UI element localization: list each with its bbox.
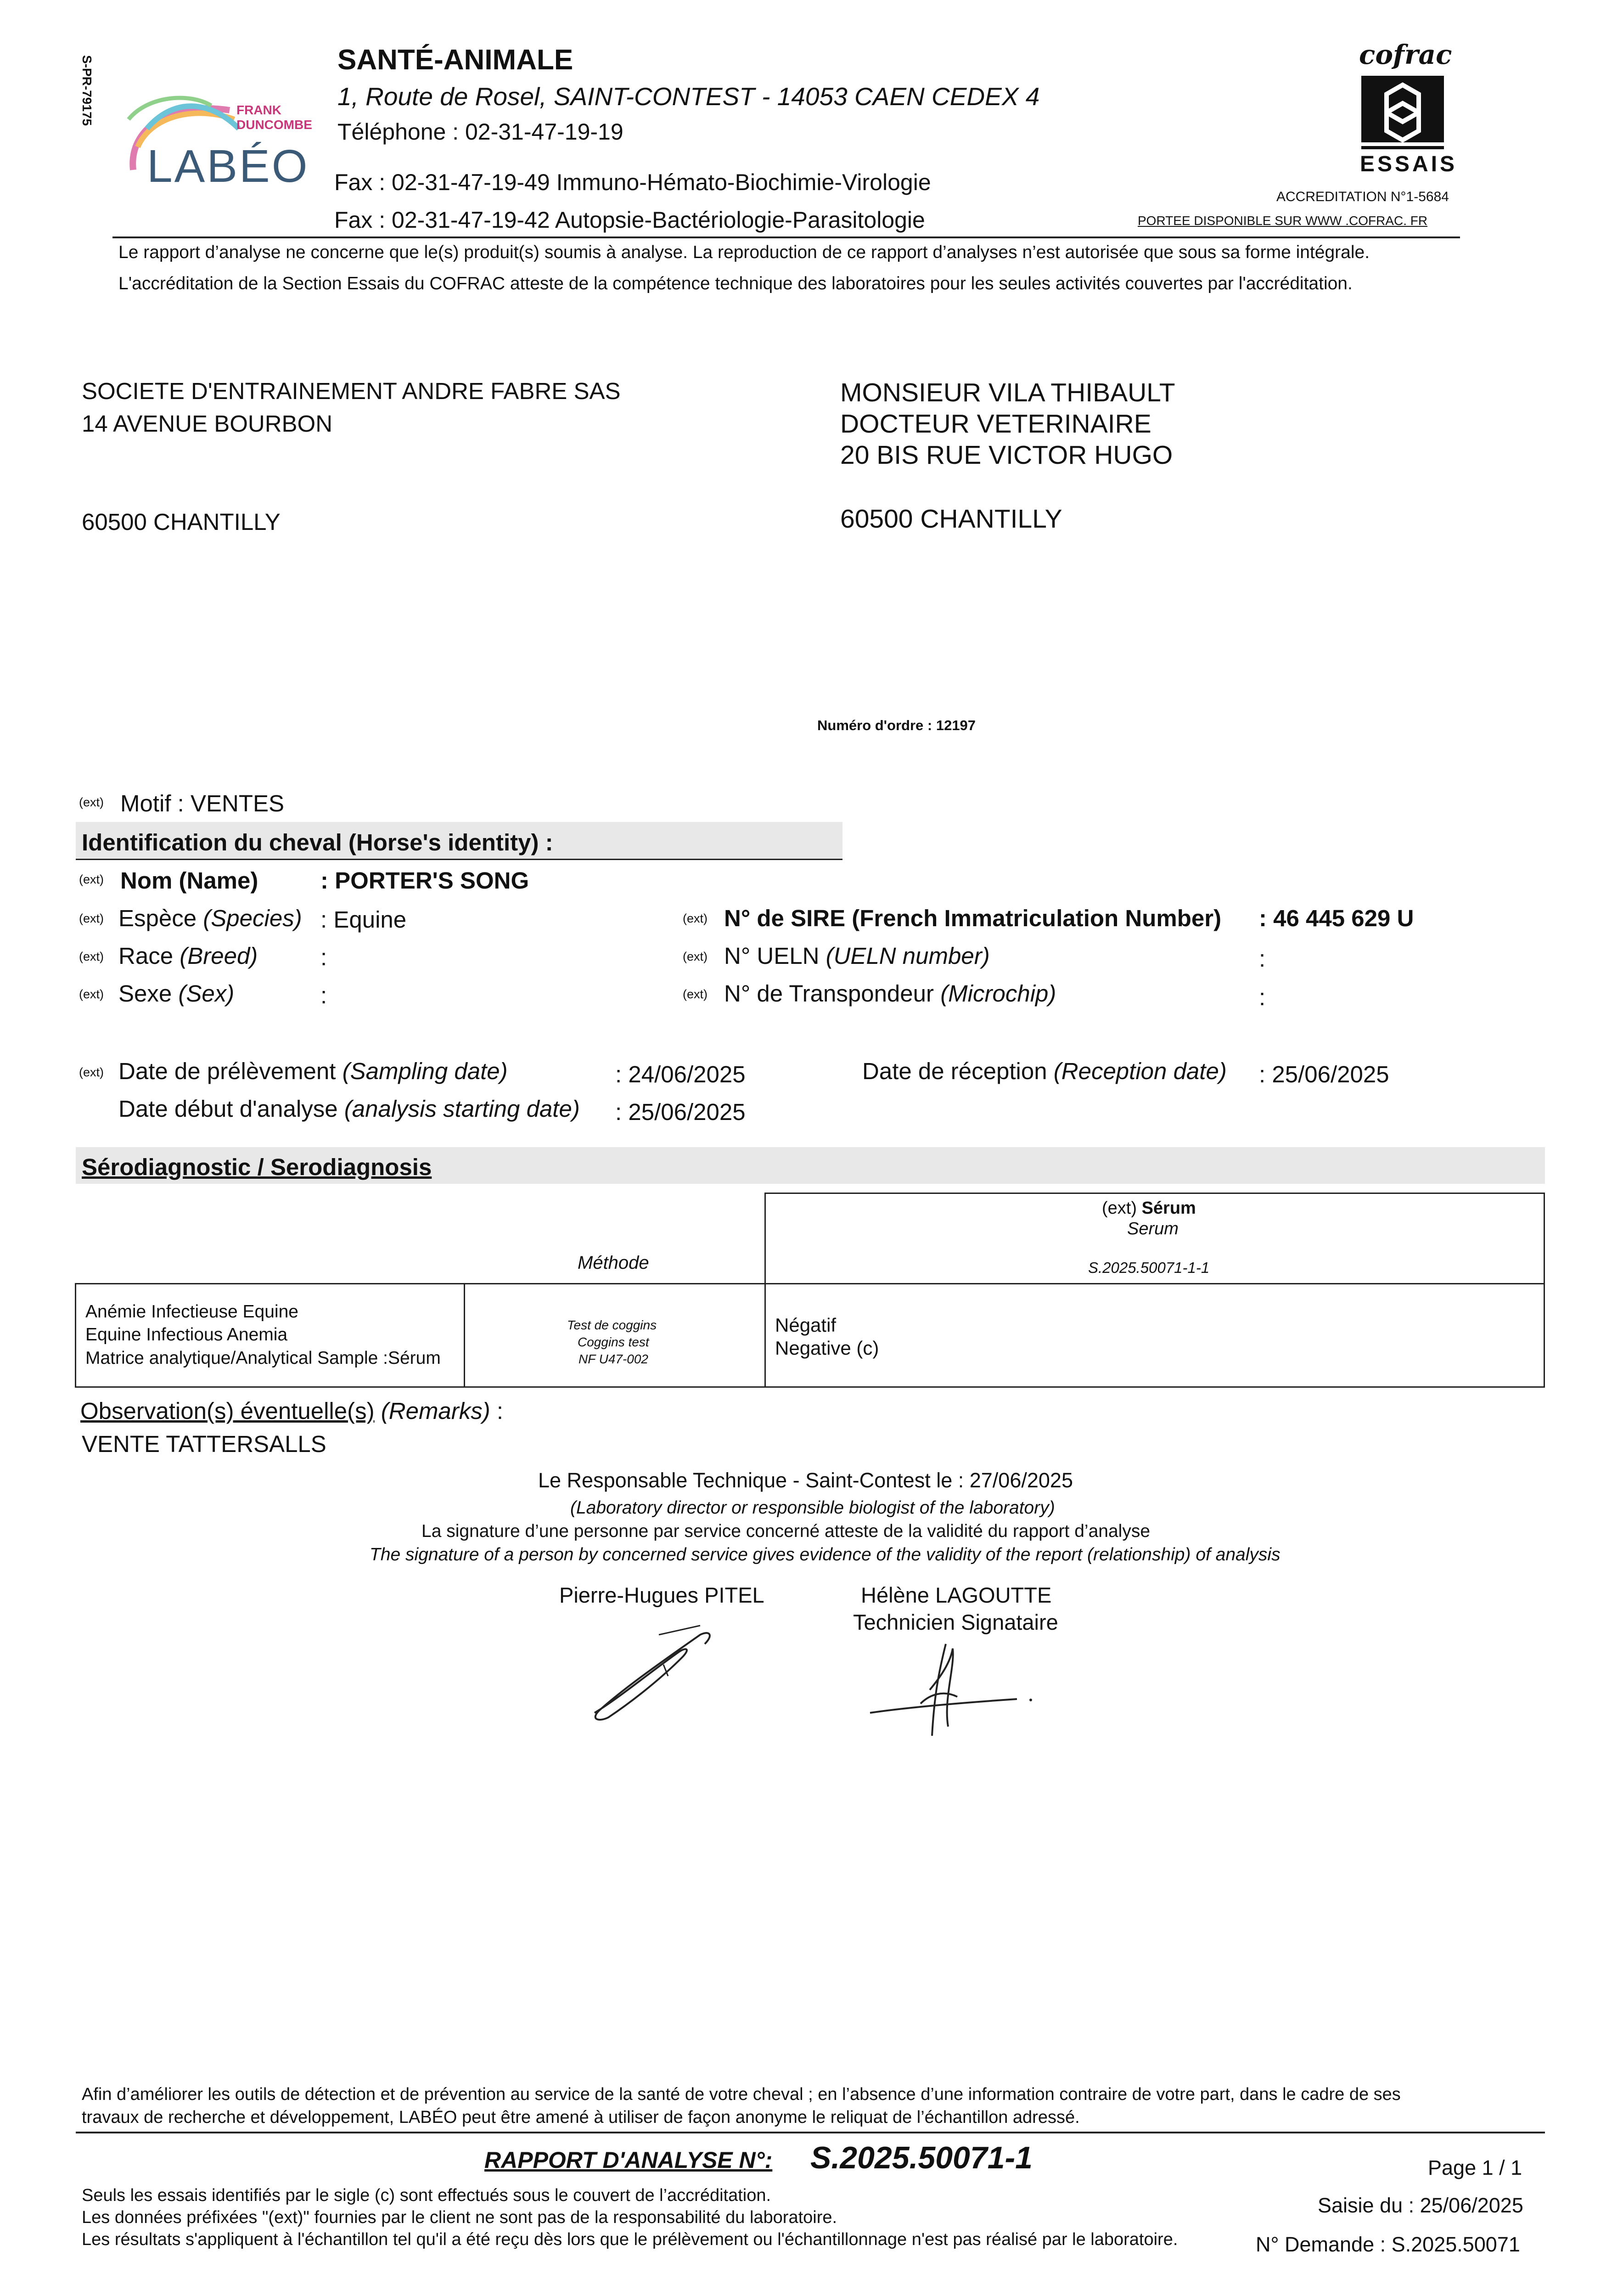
client-name: SOCIETE D'ENTRAINEMENT ANDRE FABRE SAS bbox=[82, 378, 621, 404]
request-number: N° Demande : S.2025.50071 bbox=[1256, 2233, 1520, 2256]
lab-phone: Téléphone : 02-31-47-19-19 bbox=[337, 119, 623, 145]
sampling-date-label-fr: Date de prélèvement bbox=[118, 1058, 343, 1084]
method-name-en: Coggins test bbox=[578, 1335, 649, 1349]
footer-notice-1: Afin d’améliorer les outils de détection et de prévention au service de la santé de votre cheval ; en l’absence d’une information contraire de votre part, dans le cadre de ses bbox=[82, 2085, 1401, 2104]
analysis-start-value: : 25/06/2025 bbox=[615, 1099, 746, 1125]
signer-2-title: Technicien Signataire bbox=[853, 1610, 1058, 1634]
vet-name: MONSIEUR VILA THIBAULT bbox=[840, 378, 1175, 407]
lab-fax-2: Fax : 02-31-47-19-42 Autopsie-Bactériologie-Parasitologie bbox=[334, 207, 925, 233]
reception-date-value: : 25/06/2025 bbox=[1259, 1061, 1389, 1087]
transponder-label-fr: N° de Transpondeur bbox=[724, 980, 941, 1007]
sample-type-en: Serum bbox=[1127, 1219, 1179, 1238]
analysis-start-label bbox=[118, 1095, 580, 1122]
signature-lagoutte-image bbox=[865, 1635, 1040, 1754]
sex-label-en: (Sex) bbox=[178, 980, 235, 1007]
identity-section-title: Identification du cheval (Horse's identity) : bbox=[82, 829, 553, 855]
species-label-en: (Species) bbox=[203, 905, 302, 931]
client-city: 60500 CHANTILLY bbox=[82, 509, 281, 535]
lab-name: SANTÉ-ANIMALE bbox=[337, 44, 573, 76]
sampling-date-value: : 24/06/2025 bbox=[615, 1061, 746, 1087]
transponder-label-en: (Microchip) bbox=[940, 980, 1056, 1007]
report-label: RAPPORT D'ANALYSE N°: bbox=[484, 2147, 773, 2173]
sample-id: S.2025.50071-1-1 bbox=[1088, 1259, 1210, 1276]
horse-name-label: Nom (Name) bbox=[120, 867, 258, 894]
method-name-fr: Test de coggins bbox=[567, 1318, 657, 1332]
sire-label: N° de SIRE (French Immatriculation Number) bbox=[724, 905, 1222, 931]
sample-ext-tag: (ext) bbox=[1102, 1199, 1142, 1218]
ext-tag: (ext) bbox=[79, 912, 104, 925]
remarks-colon: : bbox=[490, 1398, 504, 1424]
species-label bbox=[118, 905, 302, 932]
cofrac-emblem-icon bbox=[1361, 76, 1444, 149]
ueln-label-en: (UELN number) bbox=[826, 943, 990, 969]
ext-tag: (ext) bbox=[683, 912, 708, 925]
identity-section-rule bbox=[76, 859, 842, 860]
vet-title: DOCTEUR VETERINAIRE bbox=[840, 409, 1151, 439]
ext-tag: (ext) bbox=[79, 872, 104, 886]
breed-label-fr: Race bbox=[118, 943, 180, 969]
cofrac-wordmark: cofrac bbox=[1359, 39, 1452, 70]
analysis-name-en: Equine Infectious Anemia bbox=[85, 1325, 288, 1345]
breed-value: : bbox=[320, 944, 327, 970]
signer-2-name: Hélène LAGOUTTE bbox=[861, 1583, 1052, 1607]
header-rule bbox=[112, 236, 1460, 238]
footer-rule bbox=[76, 2132, 1545, 2133]
sex-label-fr: Sexe bbox=[118, 980, 179, 1007]
client-street: 14 AVENUE BOURBON bbox=[82, 411, 333, 437]
ext-tag: (ext) bbox=[683, 950, 708, 963]
analysis-matrix: Matrice analytique/Analytical Sample :Sérum bbox=[85, 1348, 441, 1368]
signer-1-name: Pierre-Hugues PITEL bbox=[559, 1583, 764, 1607]
labeo-logo bbox=[119, 78, 321, 197]
sex-label bbox=[118, 980, 234, 1007]
report-number: S.2025.50071-1 bbox=[810, 2140, 1033, 2175]
species-value: : Equine bbox=[320, 906, 407, 933]
ueln-label-fr: N° UELN bbox=[724, 943, 826, 969]
sampling-date-label-en: (Sampling date) bbox=[342, 1058, 508, 1084]
method-header: Méthode bbox=[578, 1253, 649, 1273]
sire-value: : 46 445 629 U bbox=[1259, 905, 1414, 931]
ext-tag: (ext) bbox=[79, 950, 104, 963]
transponder-label bbox=[724, 980, 1056, 1007]
reception-date-label-en: (Reception date) bbox=[1053, 1058, 1227, 1084]
signature-validity-en: The signature of a person by concerned service gives evidence of the validity of the report (relationship) of analysis bbox=[370, 1545, 1280, 1564]
footer-note-1: Seuls les essais identifiés par le sigle (c) sont effectués sous le couvert de l’accréditation. bbox=[82, 2186, 771, 2205]
logo-frank: FRANK bbox=[236, 103, 281, 117]
signature-pitel-image bbox=[581, 1607, 746, 1727]
ext-tag: (ext) bbox=[79, 795, 104, 809]
result-en: Negative (c) bbox=[775, 1337, 879, 1359]
order-number: Numéro d'ordre : 12197 bbox=[817, 717, 976, 733]
sample-type bbox=[1102, 1199, 1196, 1218]
method-standard: NF U47-002 bbox=[578, 1352, 649, 1366]
reception-date-label bbox=[862, 1058, 1227, 1085]
sex-value: : bbox=[320, 982, 327, 1008]
serology-section-title: Sérodiagnostic / Serodiagnosis bbox=[82, 1154, 432, 1180]
species-label-fr: Espèce bbox=[118, 905, 203, 931]
logo-duncombe: DUNCOMBE bbox=[236, 118, 312, 132]
lab-address: 1, Route de Rosel, SAINT-CONTEST - 14053 CAEN CEDEX 4 bbox=[337, 82, 1040, 111]
motif: Motif : VENTES bbox=[120, 790, 285, 816]
breed-label-en: (Breed) bbox=[180, 943, 258, 969]
analysis-start-label-fr: Date début d'analyse bbox=[118, 1096, 344, 1122]
footer-note-3: Les résultats s'appliquent à l'échantillon tel qu'il a été reçu dès lors que le prélèvement ou l'échantillonnage n'est pas réalisé par le laboratoire. bbox=[82, 2230, 1178, 2249]
footer-note-2: Les données préfixées "(ext)" fournies par le client ne sont pas de la responsabilité du laboratoire. bbox=[82, 2208, 837, 2227]
logo-brand: LABÉO bbox=[147, 141, 309, 192]
report-notice-1: Le rapport d’analyse ne concerne que le(s) produit(s) soumis à analyse. La reproduction de ce rapport d’analyses n’est autorisée que sous sa forme intégrale. bbox=[118, 242, 1370, 262]
ueln-label bbox=[724, 942, 990, 969]
remarks-label bbox=[80, 1397, 503, 1424]
signature-validity-fr: La signature d’une personne par service concerné atteste de la validité du rapport d’analyse bbox=[421, 1521, 1151, 1541]
vet-city: 60500 CHANTILLY bbox=[840, 504, 1062, 534]
accreditation-number: ACCREDITATION N°1-5684 bbox=[1276, 189, 1449, 204]
horse-name-value: : PORTER'S SONG bbox=[320, 867, 529, 894]
report-notice-2: L'accréditation de la Section Essais du COFRAC atteste de la compétence technique des laboratoires pour les seules activités couvertes par l'accréditation. bbox=[118, 274, 1353, 293]
portee-link[interactable]: PORTEE DISPONIBLE SUR WWW .COFRAC. FR bbox=[1138, 214, 1428, 228]
signature-subtitle: (Laboratory director or responsible biologist of the laboratory) bbox=[570, 1498, 1055, 1518]
remarks-value: VENTE TATTERSALLS bbox=[82, 1431, 326, 1457]
page-number: Page 1 / 1 bbox=[1428, 2156, 1522, 2179]
cofrac-essais: ESSAIS bbox=[1360, 152, 1458, 176]
cofrac-logo bbox=[1354, 39, 1458, 177]
side-reference-code: S-PR-79175 bbox=[80, 55, 94, 126]
footer-notice-2: travaux de recherche et développement, LABÉO peut être amené à utiliser de façon anonyme le reliquat de l’échantillon adressé. bbox=[82, 2108, 1080, 2127]
sampling-date-label bbox=[118, 1058, 508, 1085]
sample-type-fr: Sérum bbox=[1141, 1199, 1196, 1218]
signature-title: Le Responsable Technique - Saint-Contest le : 27/06/2025 bbox=[538, 1469, 1073, 1492]
vet-street: 20 BIS RUE VICTOR HUGO bbox=[840, 440, 1173, 470]
lab-fax-1: Fax : 02-31-47-19-49 Immuno-Hémato-Biochimie-Virologie bbox=[334, 169, 931, 195]
reception-date-label-fr: Date de réception bbox=[862, 1058, 1054, 1084]
transponder-value: : bbox=[1259, 984, 1266, 1010]
result-fr: Négatif bbox=[775, 1314, 837, 1336]
ext-tag: (ext) bbox=[683, 987, 708, 1001]
remarks-label-en: (Remarks) bbox=[374, 1398, 490, 1424]
ext-tag: (ext) bbox=[79, 1065, 104, 1079]
saisie-date: Saisie du : 25/06/2025 bbox=[1318, 2194, 1523, 2217]
breed-label bbox=[118, 942, 258, 969]
analysis-start-label-en: (analysis starting date) bbox=[344, 1096, 580, 1122]
analysis-name-fr: Anémie Infectieuse Equine bbox=[85, 1302, 298, 1322]
ueln-value: : bbox=[1259, 945, 1266, 972]
remarks-label-fr: Observation(s) éventuelle(s) bbox=[80, 1398, 375, 1424]
ext-tag: (ext) bbox=[79, 987, 104, 1001]
